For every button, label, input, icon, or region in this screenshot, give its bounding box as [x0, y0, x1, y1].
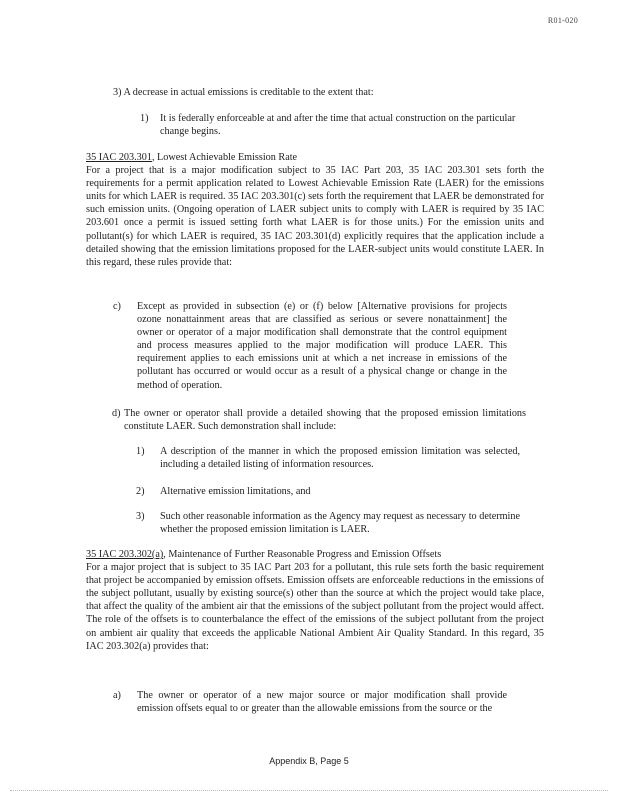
laer-d-subitem-3-text: Such other reasonable information as the Agency may request as necessary to determine whether the proposed emission limitation is LAER.: [160, 511, 520, 536]
section-laer-body: For a project that is a major modification subject to 35 IAC Part 203, 35 IAC 203.301 sets forth the requirements for a permit application related to Lowest Achievable Emission Rate (LAER) for the emissions units for which LAER is required. 35 IAC 203.301(c) sets forth the requirement that LAER be demonstrated for such emission units. (Ongoing operation of LAER subject units to comply with LAER is required by 35 IAC 203.601 once a permit is issued setting forth what LAER is for those units.) For the emission units and pollutant(s) for which LAER is required, 35 IAC 203.301(d) explicitly requires that the application include a detailed showing that the emission limitations proposed for the LAER-subject units would constitute LAER. In this regard, these rules provide that:: [86, 165, 544, 268]
section-offsets-heading: [86, 548, 544, 561]
laer-d-subitem-3-number: 3): [136, 511, 145, 522]
section-offsets-title: , Maintenance of Further Reasonable Progress and Emission Offsets: [163, 549, 442, 560]
laer-item-c-label: c): [113, 301, 121, 312]
document-id: R01-020: [547, 16, 578, 25]
laer-d-subitem-2-text: Alternative emission limitations, and: [160, 486, 311, 497]
offsets-item-a: [113, 689, 507, 715]
offsets-item-a-text: The owner or operator of a new major source or major modification shall provide emission offsets equal to or greater than the allowable emissions from the source or the: [137, 690, 507, 715]
scan-edge-divider: [10, 790, 608, 792]
section-offsets-body: For a major project that is subject to 35 IAC Part 203 for a pollutant, this rule sets forth the basic requirement that project be accompanied by emission offsets. Emission offsets are enforceable reductions in the emissions of the subject pollutant, usually by existing source(s) other than the source at which the project would take place, that affect the quality of the ambient air that the emissions of the subject pollutant from the project would affect. The role of the offsets is to counterbalance the effect of the emissions of the subject pollutant from the project on ambient air quality that exceeds the applicable National Ambient Air Quality Standard. In this regard, 35 IAC 203.302(a) provides that:: [86, 562, 544, 652]
laer-item-c-text: Except as provided in subsection (e) or (f) below [Alternative provisions for projects ozone nonattainment areas that are classified as serious or severe nonattainment] the owner or operator of a major modification shall demonstrate that the control equipment and process measures applied to the major modification will produce LAER. This requirement applies to each emissions unit at which a net increase in emissions of the pollutant has occurred or would occur as a result of a physical change or change in the method of operation.: [137, 301, 507, 391]
section-laer-title: , Lowest Achievable Emission Rate: [151, 152, 298, 163]
laer-d-subitem-1-number: 1): [136, 446, 145, 457]
page-footer: Appendix B, Page 5: [269, 756, 349, 766]
intro-subitem-number: 1): [140, 113, 149, 124]
laer-d-subitem-2: [136, 485, 520, 498]
section-offsets-citation: 35 IAC 203.302(a): [86, 549, 164, 560]
laer-d-subitem-2-number: 2): [136, 486, 145, 497]
laer-item-d-text: The owner or operator shall provide a detailed showing that the proposed emission limitations constitute LAER. Such demonstration shall include:: [124, 408, 526, 433]
laer-item-c: [113, 300, 507, 392]
offsets-item-a-label: a): [113, 690, 121, 701]
laer-d-subitem-1-text: A description of the manner in which the proposed emission limitation was selected, including a detailed listing of information resources.: [160, 446, 520, 471]
laer-item-d: [112, 407, 526, 433]
laer-d-subitem-3: [136, 510, 520, 536]
section-laer-heading: [86, 151, 544, 164]
intro-subitem-1: [140, 112, 540, 138]
laer-d-subitem-1: [136, 445, 520, 471]
section-laer-citation: 35 IAC 203.301: [86, 152, 152, 163]
section-laer: [86, 151, 544, 269]
intro-subitem-text: It is federally enforceable at and after the time that actual construction on the particular change begins.: [160, 113, 516, 138]
laer-item-d-label: d): [112, 408, 121, 419]
section-offsets: [86, 548, 544, 653]
intro-item-3: 3) A decrease in actual emissions is creditable to the extent that:: [113, 87, 374, 98]
